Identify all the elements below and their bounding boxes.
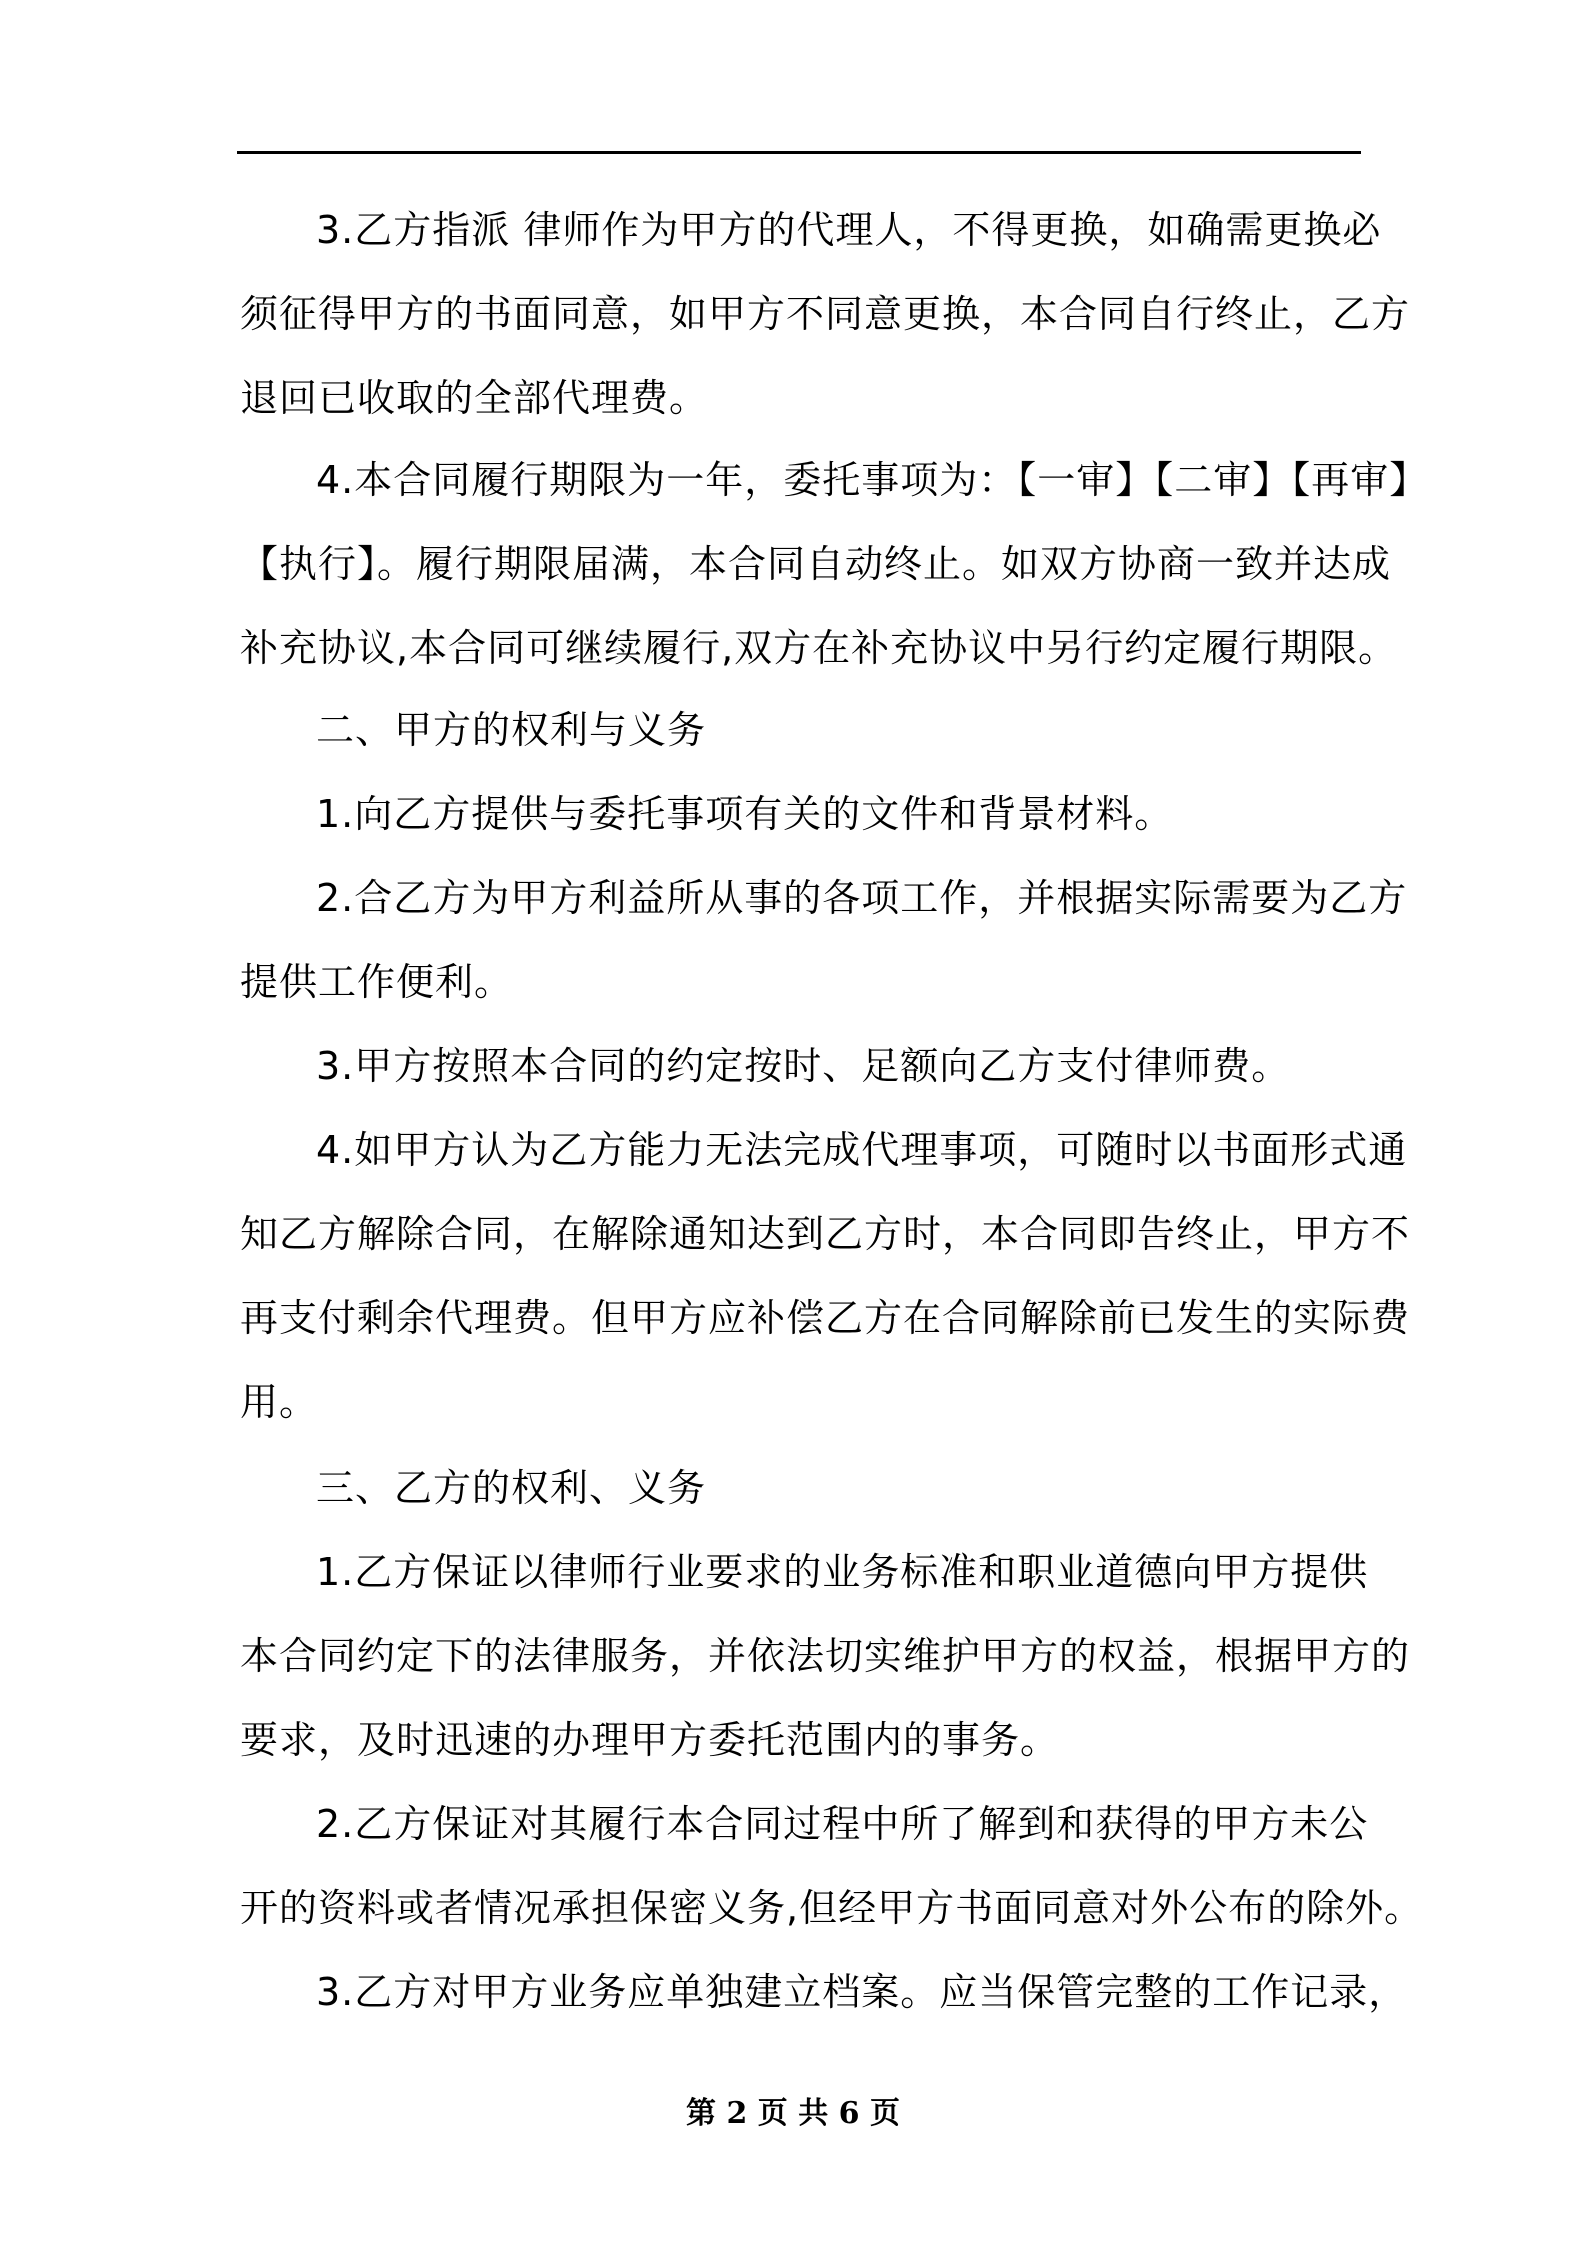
text-line: 开的资料或者情况承担保密义务,但经甲方书面同意对外公布的除外。 <box>240 1886 1424 1930</box>
text-line: 用。 <box>240 1380 319 1424</box>
text-line: 要求，及时迅速的办理甲方委托范围内的事务。 <box>240 1718 1060 1762</box>
list-item <box>240 1530 1411 1782</box>
text-line: 4.如甲方认为乙方能力无法完成代理事项，可随时以书面形式通 <box>316 1128 1408 1172</box>
text-line: 再支付剩余代理费。但甲方应补偿乙方在合同解除前已发生的实际费 <box>240 1296 1411 1340</box>
text-line: 本合同约定下的法律服务，并依法切实维护甲方的权益，根据甲方的 <box>240 1634 1411 1678</box>
text-line: 2.合乙方为甲方利益所从事的各项工作，并根据实际需要为乙方 <box>316 876 1408 920</box>
list-item <box>240 1024 1362 1108</box>
list-item <box>240 856 1408 1024</box>
text-line: 1.向乙方提供与委托事项有关的文件和背景材料。 <box>316 792 1174 836</box>
text-line: 3.甲方按照本合同的约定按时、足额向乙方支付律师费。 <box>316 1044 1291 1088</box>
text-line: 3.乙方对甲方业务应单独建立档案。应当保管完整的工作记录， <box>316 1970 1408 2014</box>
text-line: 提供工作便利。 <box>240 960 514 1004</box>
list-item <box>240 1108 1411 1444</box>
list-item <box>240 1782 1424 1950</box>
header-rule <box>237 151 1361 154</box>
text-line: 1.乙方保证以律师行业要求的业务标准和职业道德向甲方提供 <box>316 1550 1369 1594</box>
list-item <box>240 1950 1408 2034</box>
section-heading-party-b: 三、乙方的权利、义务 <box>316 1466 707 1510</box>
text-line: 补充协议,本合同可继续履行,双方在补充协议中另行约定履行期限。 <box>240 626 1398 670</box>
text-line: 退回已收取的全部代理费。 <box>240 376 709 420</box>
text-line: 2.乙方保证对其履行本合同过程中所了解到和获得的甲方未公 <box>316 1802 1369 1846</box>
paragraph-lawyer-assignment <box>240 188 1411 440</box>
page-number-footer: 第 2 页 共 6 页 <box>686 2096 900 2131</box>
list-item <box>240 772 1362 856</box>
text-line: 4.本合同履行期限为一年，委托事项为：【一审】【二审】【再审】 <box>316 458 1429 502</box>
text-line: 3.乙方指派 律师作为甲方的代理人，不得更换，如确需更换必 <box>316 208 1382 252</box>
paragraph-contract-term <box>240 438 1429 690</box>
section-heading-party-a: 二、甲方的权利与义务 <box>316 708 707 752</box>
text-line: 须征得甲方的书面同意，如甲方不同意更换，本合同自行终止，乙方 <box>240 292 1411 336</box>
text-line: 知乙方解除合同，在解除通知达到乙方时，本合同即告终止，甲方不 <box>240 1212 1411 1256</box>
text-line: 【执行】。履行期限届满，本合同自动终止。如双方协商一致并达成 <box>240 542 1392 586</box>
